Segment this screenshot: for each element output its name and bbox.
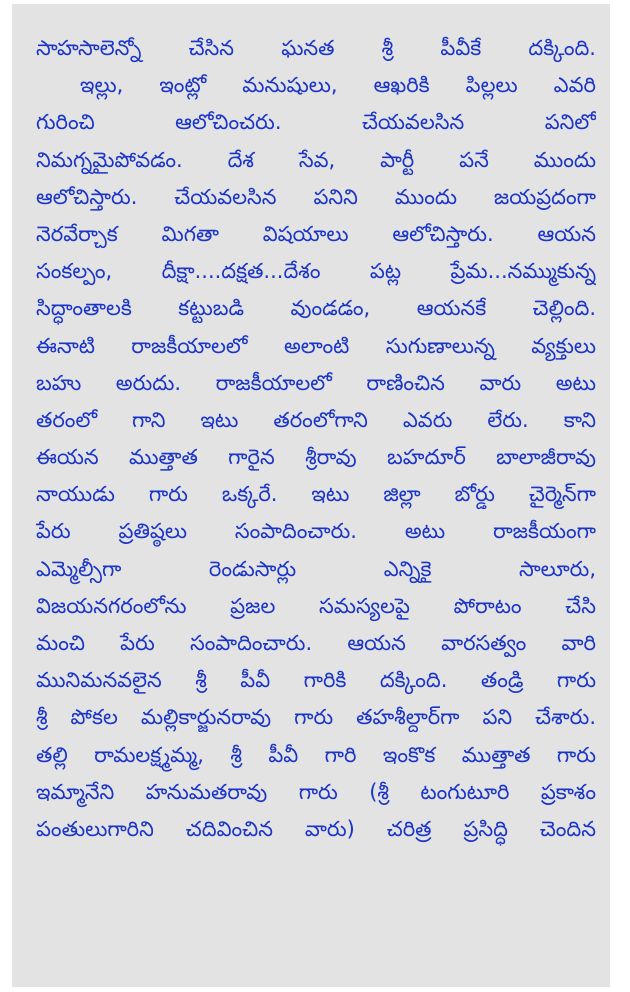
text-line: తల్లి రామలక్ష్మమ్మ, శ్రీ పీవీ గారి ఇంకొక ముత్తాత గారు — [36, 742, 596, 767]
text-line: ఈయన ముత్తాత గారైన శ్రీరావు బహదూర్ బాలాజీరావు — [36, 445, 596, 470]
text-line: సాహసాలెన్నో చేసిన ఘనత శ్రీ పీవీకే దక్కింది. — [36, 36, 596, 60]
text-line: ఎమ్మెల్సీగా రెండుసార్లు ఎన్నికై సాలూరు, — [36, 556, 596, 581]
text-line: తరంలో గాని ఇటు తరంలోగాని ఎవరు లేరు. కాని — [36, 407, 596, 432]
text-line: నిమగ్నమైపోవడం. దేశ సేవ, పార్టీ పనే ముందు — [36, 147, 596, 172]
text-line: విజయనగరంలోను ప్రజల సమస్యలపై పోరాటం చేసి — [36, 593, 596, 618]
text-line: పేరు ప్రతిష్ఠలు సంపాదించారు. అటు రాజకీయంగా — [36, 519, 596, 544]
text-line: సంకల్పం, దీక్షా....దక్షత...దేశం పట్ల ప్రేమ...నమ్ముకున్న — [36, 259, 596, 284]
text-line: బహు అరుదు. రాజకీయాలలో రాణించిన వారు అటు — [36, 370, 596, 395]
text-line: మునిమనవలైన శ్రీ పీవీ గారికి దక్కింది. తండ్రి గారు — [36, 668, 596, 693]
text-line: ఇమ్మానేని హనుమతరావు గారు (శ్రీ టంగుటూరి ప్రకాశం — [36, 779, 596, 804]
text-line: నాయుడు గారు ఒక్కరే. ఇటు జిల్లా బోర్డు చైర్మెన్‌గా — [36, 482, 596, 507]
text-line: నెరవేర్చాక మిగతా విషయాలు ఆలోచిస్తారు. ఆయన — [36, 221, 596, 246]
document-body — [36, 30, 596, 848]
text-line: ఆలోచిస్తారు. చేయవలసిన పనిని ముందు జయప్రదంగా — [36, 184, 596, 209]
text-line: పంతులుగారిని చదివించిన వారు) చరిత్ర ప్రసిద్ధి చెందిన — [36, 816, 596, 841]
text-line: గురించి ఆలోచించరు. చేయవలసిన పనిలో — [36, 110, 596, 135]
text-line: ఈనాటి రాజకీయాలలో అలాంటి సుగుణాలున్న వ్యక్తులు — [36, 333, 596, 358]
text-panel — [12, 4, 610, 987]
text-line: మంచి పేరు సంపాదించారు. ఆయన వారసత్వం వారి — [36, 631, 596, 655]
text-line: ఇల్లు, ఇంట్లో మనుషులు, ఆఖరికి పిల్లలు ఎవరి — [80, 73, 596, 98]
text-line: సిద్ధాంతాలకి కట్టుబడి వుండడం, ఆయనకే చెల్లింది. — [36, 296, 596, 321]
text-line: శ్రీ పోకల మల్లికార్జునరావు గారు తహశీల్దార్‌గా పని చేశారు. — [36, 705, 596, 730]
